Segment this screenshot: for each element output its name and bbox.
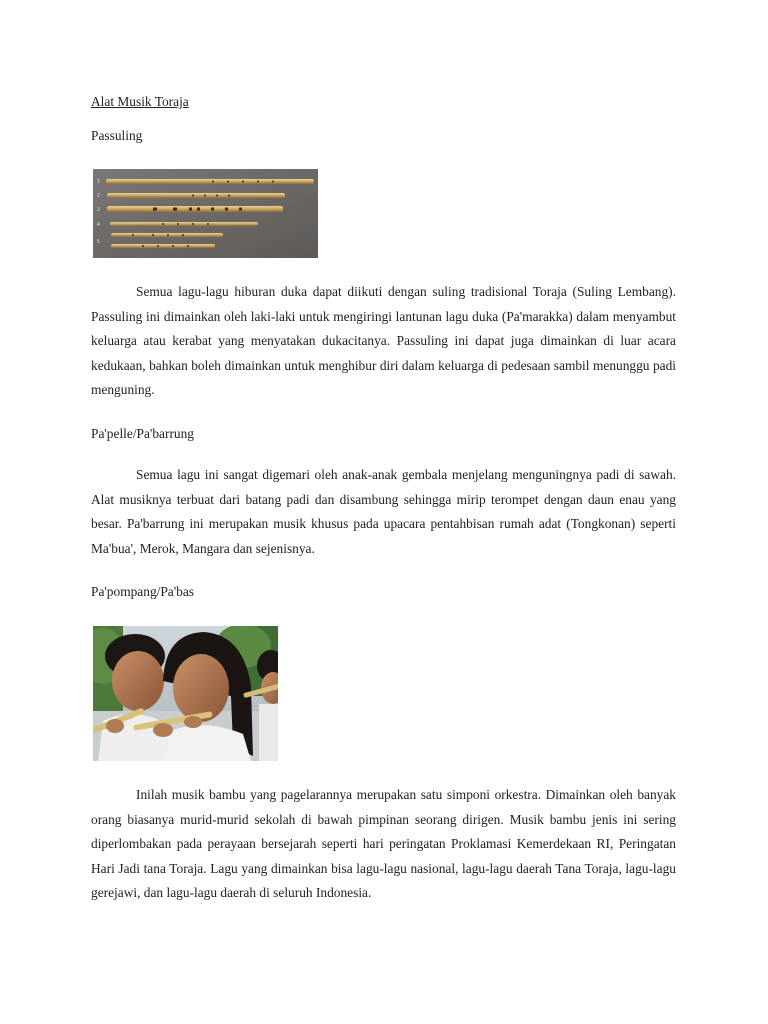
section-heading-papelle: Pa'pelle/Pa'barrung — [91, 426, 194, 441]
section-heading-papompang: Pa'pompang/Pa'bas — [91, 584, 195, 599]
flute-number-3: 3 — [97, 207, 100, 213]
section-heading-passuling: Passuling — [91, 128, 143, 143]
document-title: Alat Musik Toraja — [91, 94, 189, 109]
paragraph-papompang-text: Inilah musik bambu yang pagelarannya merupakan satu simponi orkestra. Dimainkan oleh banyak orang biasanya murid-murid sekolah di bawah pimpinan seorang dirigen. Musik bambu jenis ini sering diperlombakan pada perayaan bersejarah seperti hari peringatan Proklamasi Kemerdekaan RI, Peringatan Hari Jadi tana Toraja. Lagu yang dimainkan bisa lagu-lagu nasional, lagu-lagu daerah Tana Toraja, lagu-lagu gerejawi, dan lagu-lagu daerah di seluruh Indonesia. — [91, 787, 676, 901]
flute-1 — [106, 179, 314, 184]
flute-4 — [110, 222, 258, 226]
children-flute-photo — [93, 626, 278, 761]
flute-5 — [111, 233, 223, 237]
paragraph-passuling — [91, 280, 676, 403]
paragraph-papelle-text: Semua lagu ini sangat digemari oleh anak-anak gembala menjelang menguningnya padi di sawah. Alat musiknya terbuat dari batang padi dan disambung sehingga mirip terompet dengan daun enau yang besar. Pa'barrung ini merupakan musik khusus pada upacara pentahbisan rumah adat (Tongkonan) seperti Ma'bua', Merok, Mangara dan sejenisnya. — [91, 467, 676, 556]
flutes-photo — [93, 169, 318, 258]
flute-number-5: 5 — [97, 239, 100, 245]
flute-number-2: 2 — [97, 193, 100, 199]
flute-6 — [111, 244, 215, 248]
paragraph-papompang — [91, 783, 676, 906]
flute-2 — [107, 193, 285, 198]
paragraph-papelle — [91, 463, 676, 561]
flute-3 — [107, 206, 283, 212]
paragraph-passuling-text: Semua lagu-lagu hiburan duka dapat diikuti dengan suling tradisional Toraja (Suling Lembang). Passuling ini dimainkan oleh laki-laki untuk mengiringi lantunan lagu duka (Pa'marakka) dalam menyambut keluarga atau kerabat yang menyatakan dukacitanya. Passuling ini dapat juga dimainkan di luar acara kedukaan, bahkan boleh dimainkan untuk menghibur diri dalam keluarga di pedesaan sambil menunggu padi menguning. — [91, 284, 676, 398]
flute-number-1: 1 — [97, 179, 100, 185]
flute-number-4: 4 — [97, 222, 100, 228]
